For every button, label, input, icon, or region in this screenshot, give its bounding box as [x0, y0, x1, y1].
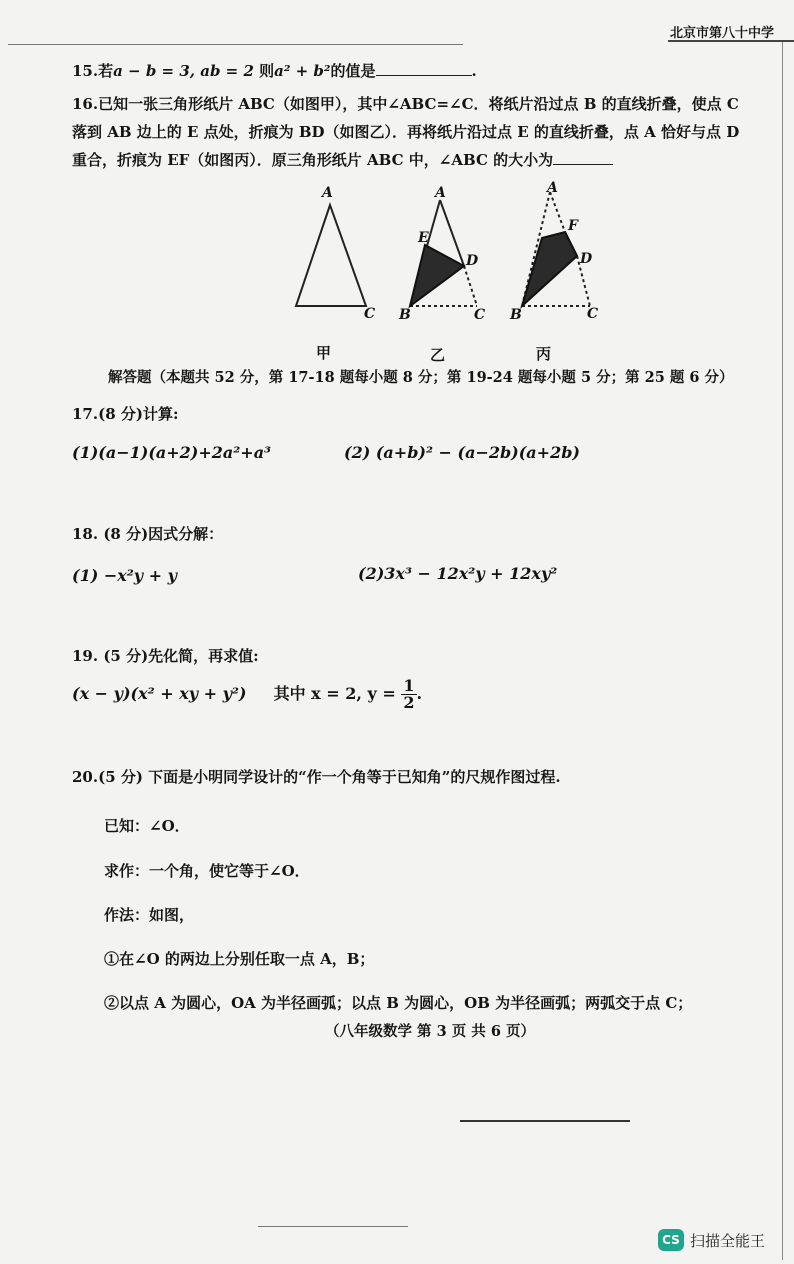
section-heading: 解答题（本题共 52 分，第 17-18 题每小题 8 分；第 19-24 题每小题 5 分；第 25 题 6 分）: [108, 369, 734, 386]
answer-blank: [553, 150, 613, 165]
q15-expr: a² + b²: [274, 62, 331, 80]
header-school: 北京市第八十中学: [670, 26, 775, 41]
fraction-numerator: 1: [403, 676, 415, 695]
fig3-label-f: F: [568, 218, 578, 234]
question-16-line3: [72, 149, 613, 170]
q19-end: .: [416, 684, 423, 703]
q15-math: a − b = 3, ab = 2: [113, 62, 254, 80]
fig2-label-c: C: [474, 307, 486, 323]
question-19-expression: [72, 678, 422, 711]
bottom-scan-line: [258, 1226, 408, 1227]
fraction-denominator: 2: [403, 693, 415, 712]
edge-af-dashed: [550, 192, 565, 232]
figure-caption-jia: 甲: [316, 344, 332, 362]
top-scan-line: [8, 44, 463, 45]
question-17-part1: (1)(a−1)(a+2)+2a²+a³: [72, 443, 272, 462]
q19-cond: 其中 x = 2, y =: [273, 684, 396, 703]
question-15: [72, 60, 477, 81]
question-20-step2: ②以点 A 为圆心，OA 为半径画弧；以点 B 为圆心，OB 为半径画弧；两弧交于点 C；: [104, 994, 693, 1012]
fig3-label-a: A: [547, 180, 558, 196]
answer-blank: [376, 61, 472, 76]
fig3-label-c: C: [587, 306, 599, 322]
fig2-label-a: A: [435, 185, 446, 201]
question-17-title: 17.(8 分)计算:: [72, 405, 179, 423]
triangle-abc: [296, 205, 366, 306]
question-16-line1: 16.已知一张三角形纸片 ABC（如图甲），其中∠ABC=∠C．将纸片沿过点 B 的直线折叠，使点 C: [72, 95, 739, 113]
right-margin-line: [782, 40, 783, 1260]
camscanner-logo-icon: CS: [658, 1229, 684, 1251]
fig1-label-c: C: [364, 306, 376, 322]
q15-end: .: [471, 62, 477, 80]
q15-mid: 则: [253, 62, 275, 80]
q19-expr: (x − y)(x² + xy + y²): [72, 684, 247, 703]
q15-prefix: 15.若: [72, 62, 114, 80]
question-18-part2: (2)3x³ − 12x²y + 12xy²: [358, 564, 558, 583]
scanner-watermark: [658, 1229, 765, 1251]
triangle-fold-figure: [280, 180, 610, 365]
fraction-one-half: [401, 678, 416, 711]
question-20-known: 已知：∠O．: [104, 817, 190, 835]
folded-region: [410, 245, 464, 306]
question-20-step1: ①在∠O 的两边上分别任取一点 A，B；: [104, 950, 375, 968]
question-16-line2: 落到 AB 边上的 E 点处，折痕为 BD（如图乙）．再将纸片沿过点 E 的直线折叠，点 A 恰好与点 D: [72, 123, 740, 141]
watermark-text: 扫描全能王: [690, 1231, 766, 1250]
question-18-title: 18. (8 分)因式分解：: [72, 525, 224, 543]
question-17-part2: (2) (a+b)² − (a−2b)(a+2b): [344, 443, 580, 462]
fig2-label-b: B: [399, 307, 411, 323]
question-19-title: 19. (5 分)先化简，再求值:: [72, 647, 259, 665]
question-18-part1: (1) −x²y + y: [72, 566, 177, 585]
question-20-task: 求作：一个角，使它等于∠O．: [104, 862, 310, 880]
page-footer: （八年级数学 第 3 页 共 6 页）: [325, 1023, 535, 1040]
question-20-method: 作法：如图，: [104, 906, 195, 924]
fig1-label-a: A: [322, 185, 333, 201]
fig3-label-b: B: [510, 307, 522, 323]
fig2-label-e: E: [418, 230, 429, 246]
q16-line3-text: 重合，折痕为 EF（如图丙）．原三角形纸片 ABC 中，∠ABC 的大小为: [72, 151, 554, 169]
q15-suffix: 的值是: [330, 62, 376, 80]
edge-dc-dashed: [464, 266, 477, 306]
bottom-scan-line: [460, 1120, 630, 1122]
figure-caption-bing: 丙: [536, 345, 552, 363]
question-20-title: 20.(5 分) 下面是小明同学设计的“作一个角等于已知角”的尺规作图过程.: [72, 768, 561, 786]
fig2-label-d: D: [466, 253, 479, 269]
fig3-label-d: D: [580, 251, 593, 267]
figure-caption-yi: 乙: [430, 346, 446, 364]
